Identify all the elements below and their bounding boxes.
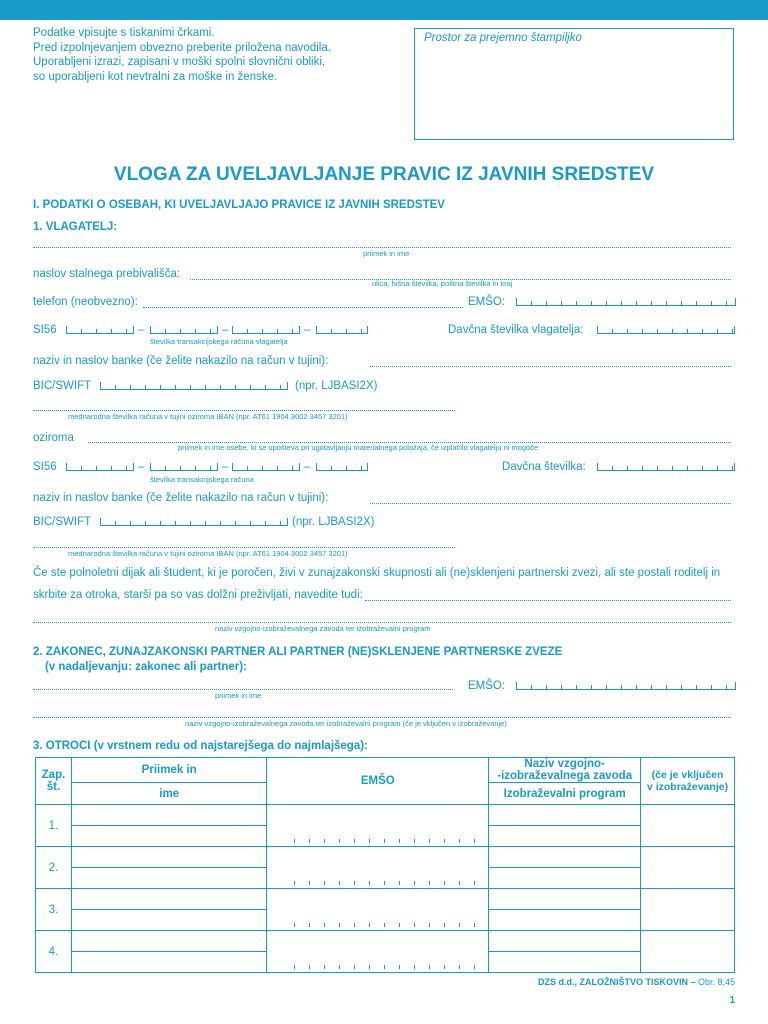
bank-field[interactable] xyxy=(370,366,731,367)
col-emso-header: EMŠO xyxy=(267,758,489,805)
hint-partner-name: priimek in ime xyxy=(215,691,262,700)
col-number-header: Zap. št. xyxy=(36,758,72,805)
child-name-cell[interactable] xyxy=(71,826,266,847)
hint-iban2: mednarodna številka računa v tujini oziroma IBAN (npr. AT61 1904 3002 3457 3201) xyxy=(68,549,348,558)
col-included-header: (če je vključen v izobraževanje) xyxy=(641,758,735,805)
bic2-field[interactable] xyxy=(100,518,288,526)
student-text-line2: skrbite za otroka, starši pa so vas dolžni preživljati, navedite tudi: xyxy=(33,589,363,601)
bank-label: naziv in naslov banke (če želite nakazilo na račun v tujini): xyxy=(33,355,329,367)
iban-prefix: SI56 xyxy=(33,461,57,473)
child-included-cell[interactable] xyxy=(641,805,735,847)
dash: – xyxy=(222,461,229,473)
bic-example: (npr. LJBASI2X) xyxy=(295,380,378,392)
child-emso-cell[interactable] xyxy=(267,889,489,931)
child-name-cell[interactable] xyxy=(71,952,266,973)
account-part-3[interactable] xyxy=(232,326,300,334)
stamp-box xyxy=(414,28,734,140)
bic2-label: BIC/SWIFT xyxy=(33,516,92,528)
child-program-cell[interactable] xyxy=(489,952,641,973)
child-school-cell[interactable] xyxy=(489,847,641,868)
section1-heading: I. PODATKI O OSEBAH, KI UVELJAVLJAJO PRAVICE IZ JAVNIH SREDSTEV xyxy=(33,199,445,211)
footer-publisher: DZS d.d., ZALOŽNIŠTVO TISKOVIN – Obr. 8,45 xyxy=(537,977,735,987)
section3-heading xyxy=(33,740,368,752)
emso-field[interactable] xyxy=(516,298,736,306)
section2-heading: 2. ZAKONEC, ZUNAJZAKONSKI PARTNER ALI PARTNER (NE)SKLENJENE PARTNERSKE ZVEZE xyxy=(33,646,563,658)
hint-partner-school: naziv vzgojno-izobraževalnega zavoda ter izobraževalni program (če je vključen v izobraževanje) xyxy=(185,719,507,728)
child-name-cell[interactable] xyxy=(71,931,266,952)
child-program-cell[interactable] xyxy=(489,826,641,847)
section2-subheading: (v nadaljevanju: zakonec ali partner): xyxy=(45,661,247,673)
row-number: 2. xyxy=(36,847,72,889)
iban-field[interactable] xyxy=(33,410,455,411)
emso-label: EMŠO: xyxy=(468,296,506,308)
dash: – xyxy=(304,461,311,473)
student-field-1[interactable] xyxy=(365,600,731,601)
section3-subtitle: (v vrstnem redu od najstarejšega do najmlajšega): xyxy=(93,740,368,752)
dash: – xyxy=(304,324,311,336)
child-program-cell[interactable] xyxy=(489,868,641,889)
partner-emso-label: EMŠO: xyxy=(468,680,506,692)
hint-account: številka transakcijskega računa vlagatelja xyxy=(150,337,288,346)
child-name-cell[interactable] xyxy=(71,847,266,868)
section3-title: 3. OTROCI xyxy=(33,740,91,752)
hint-other-person: priimek in ime osebe, ki se upošteva pri ugotavljanju materialnega položaja, če izplačilo vlagatelju ni mogoče xyxy=(178,443,539,452)
iban2-field[interactable] xyxy=(33,547,455,548)
account-part-1[interactable] xyxy=(66,326,134,334)
bank2-label: naziv in naslov banke (če želite nakazilo na račun v tujini): xyxy=(33,492,329,504)
bic-label: BIC/SWIFT xyxy=(33,380,92,392)
hint-account2: številka transakcijskega računa xyxy=(150,475,254,484)
col-school-header: Naziv vzgojno- -izobraževalnega zavoda xyxy=(489,758,641,783)
dash: – xyxy=(138,324,145,336)
instructions xyxy=(33,26,331,84)
children-table xyxy=(35,757,735,973)
stamp-label: Prostor za prejemno štampiljko xyxy=(424,32,582,44)
child-emso-cell[interactable] xyxy=(267,805,489,847)
tax-number-field[interactable] xyxy=(597,326,735,334)
dash: – xyxy=(138,461,145,473)
child-included-cell[interactable] xyxy=(641,889,735,931)
instruction-line: so uporabljeni kot nevtralni za moške in ženske. xyxy=(33,70,278,83)
account2-part-1[interactable] xyxy=(66,463,134,471)
address-label: naslov stalnega prebivališča: xyxy=(33,268,181,280)
child-name-cell[interactable] xyxy=(71,868,266,889)
child-emso-cell[interactable] xyxy=(267,847,489,889)
instruction-line: Pred izpolnjevanjem obvezno preberite priložena navodila. xyxy=(33,41,331,54)
tax-number2-label: Davčna številka: xyxy=(502,461,586,473)
col-program-header: Izobraževalni program xyxy=(489,783,641,805)
bank2-field[interactable] xyxy=(370,503,731,504)
dash: – xyxy=(222,324,229,336)
or-label: oziroma xyxy=(33,432,74,444)
account2-part-4[interactable] xyxy=(316,463,368,471)
instruction-line: Podatke vpisujte s tiskanimi črkami. xyxy=(33,27,215,39)
child-school-cell[interactable] xyxy=(489,805,641,826)
account-part-2[interactable] xyxy=(150,326,218,334)
child-program-cell[interactable] xyxy=(489,910,641,931)
applicant-name-field[interactable] xyxy=(33,247,731,248)
hint-iban: mednarodna številka računa v tujini oziroma IBAN (npr. AT61 1904 3002 3457 3201) xyxy=(68,412,348,421)
child-school-cell[interactable] xyxy=(489,931,641,952)
student-field-2[interactable] xyxy=(33,622,731,623)
form-title: VLOGA ZA UVELJAVLJANJE PRAVIC IZ JAVNIH SREDSTEV xyxy=(113,164,655,185)
page-number: 1 xyxy=(729,995,735,1006)
applicant-heading: 1. VLAGATELJ: xyxy=(33,221,118,233)
phone-label: telefon (neobvezno): xyxy=(33,296,138,308)
top-bar xyxy=(0,0,768,20)
bic2-example: (npr. LJBASI2X) xyxy=(292,516,375,528)
hint-address: ulica, hišna številka, poštna številka in kraj xyxy=(372,279,513,288)
bic-field[interactable] xyxy=(100,382,288,390)
tax-number-label: Davčna številka vlagatelja: xyxy=(448,324,584,336)
iban-prefix: SI56 xyxy=(33,324,57,336)
child-name-cell[interactable] xyxy=(71,910,266,931)
row-number: 3. xyxy=(36,889,72,931)
child-school-cell[interactable] xyxy=(489,889,641,910)
col-name-header-2: ime xyxy=(71,783,266,805)
partner-school-field[interactable] xyxy=(33,717,731,718)
tax-number2-field[interactable] xyxy=(597,463,735,471)
child-name-cell[interactable] xyxy=(71,889,266,910)
account2-part-3[interactable] xyxy=(232,463,300,471)
instruction-line: Uporabljeni izrazi, zapisani v moški spolni slovnični obliki, xyxy=(33,56,326,68)
hint-school: naziv vzgojno-izobraževalnega zavoda ter izobraževalni program xyxy=(215,624,431,633)
partner-emso-field[interactable] xyxy=(516,682,736,690)
account-part-4[interactable] xyxy=(316,326,368,334)
student-text-line1: Če ste polnoletni dijak ali študent, ki je poročen, živi v zunajzakonski skupnosti ali (ne)sklenjeni partnerski zvezi, ali ste postali roditelj in xyxy=(33,567,721,579)
row-number: 4. xyxy=(36,931,72,973)
col-name-header-1: Priimek in xyxy=(71,758,266,783)
child-included-cell[interactable] xyxy=(641,847,735,889)
child-name-cell[interactable] xyxy=(71,805,266,826)
account2-part-2[interactable] xyxy=(150,463,218,471)
hint-name: priimek in ime xyxy=(363,249,410,258)
partner-name-field[interactable] xyxy=(33,689,453,690)
child-emso-cell[interactable] xyxy=(267,931,489,973)
row-number: 1. xyxy=(36,805,72,847)
phone-field[interactable] xyxy=(143,307,463,308)
child-included-cell[interactable] xyxy=(641,931,735,973)
